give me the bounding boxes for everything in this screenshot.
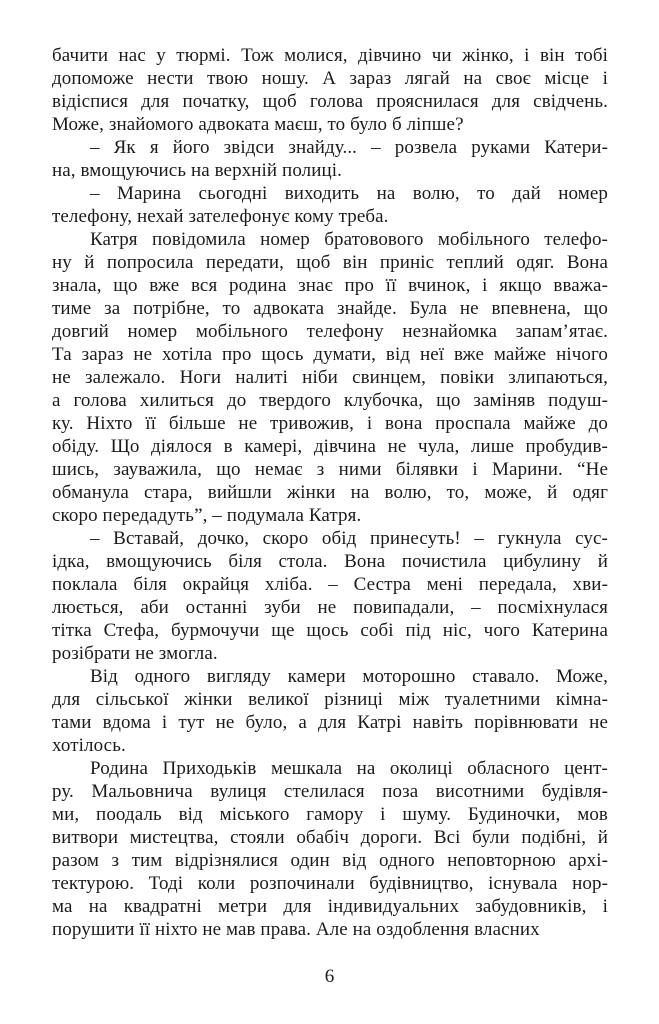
text-line: – Марина сьогодні виходить на волю, то дай номер [90,183,608,204]
text-line: тітка Стефа, бурмочучи ще щось собі під ніс, чого Катерина [52,620,608,641]
text-line: разом з тим відрізнялися один від одного неповторною архі- [52,850,608,871]
text-line: знала, що вже вся родина знає про її вчинок, і якщо вважа- [52,275,608,296]
text-line: скоро передадуть”, – подумала Катря. [52,505,362,526]
text-line: довгий номер мобільного телефону незнайомка запам’ятає. [52,321,608,342]
page-number: 6 [324,966,335,987]
text-line: ми, поодаль від міського гамору і шуму. Будиночки, мов [52,804,608,825]
text-line: поклала біля окрайця хліба. – Сестра мені передала, хви- [52,574,608,595]
text-line: для сільської жінки великої різниці між туалетними кімна- [52,689,608,710]
text-line: бачити нас у тюрмі. Тож молися, дівчино чи жінко, і він тобі [52,45,608,66]
text-line: ку. Ніхто її більше не тривожив, і вона проспала майже до [52,413,608,434]
text-line: ну й попросила передати, щоб він приніс теплий одяг. Вона [52,252,608,273]
text-line: не залежало. Ноги налиті ніби свинцем, повіки злипаються, [52,367,608,388]
text-line: обманула стара, вийшли жінки на волю, то, може, й одяг [52,482,608,503]
text-line: шись, зауважила, що немає з ними білявки і Марини. “Не [52,459,608,480]
text-line: а голова хилиться до твердого клубочка, що заміняв подуш- [52,390,608,411]
text-line: розібрати не змогла. [52,643,218,664]
text-line: обіду. Що діялося в камері, дівчина не чула, лише пробудив- [52,436,608,457]
text-line: відіспися для початку, щоб голова прояснилася для свідчень. [52,91,608,112]
text-line: Катря повідомила номер братовового мобільного телефо- [90,229,608,250]
text-line: люється, аби останні зуби не повипадали, – посміхнулася [52,597,608,618]
text-line: Та зараз не хотіла про щось думати, від неї вже майже нічого [52,344,608,365]
paragraph [52,757,608,941]
text-line: на, вмощуючись на верхній полиці. [52,160,343,181]
text-line: телефону, нехай зателефонує кому треба. [52,206,389,227]
text-line: ідка, вмощуючись біля стола. Вона почистила цибулину й [52,551,608,572]
text-line: Може, знайомого адвоката маєш, то було б ліпше? [52,114,464,135]
text-block [52,44,608,941]
text-line: витвори мистецтва, стояли обабіч дороги. Всі були подібні, й [52,827,608,848]
paragraph [52,527,608,665]
text-line: Від одного вигляду камери моторошно ставало. Може, [90,666,608,687]
text-line: ру. Мальовнича вулиця стелилася поза висотними будівля- [52,781,608,802]
paragraph [52,44,608,136]
paragraph [52,136,608,182]
text-line: порушити її ніхто не мав права. Але на оздоблення власних [52,919,540,940]
paragraph [52,182,608,228]
text-line: Родина Приходьків мешкала на околиці обласного цент- [90,758,608,779]
text-line: тиме за потрібне, то адвоката знайде. Була не впевнена, що [52,298,608,319]
text-line: – Як я його звідси знайду... – розвела руками Катери- [90,137,608,158]
text-line: хотілось. [52,735,126,756]
text-line: – Вставай, дочко, скоро обід принесуть! – гукнула сус- [90,528,608,549]
text-line: тектурою. Тоді коли розпочинали будівництво, існувала нор- [52,873,608,894]
paragraph [52,228,608,527]
text-line: тами вдома і тут не було, а для Катрі навіть порівнювати не [52,712,608,733]
text-line: допоможе нести твою ношу. А зараз лягай на своє місце і [52,68,608,89]
text-line: ма на квадратні метри для індивидуальних забудовників, і [52,896,608,917]
paragraph [52,665,608,757]
